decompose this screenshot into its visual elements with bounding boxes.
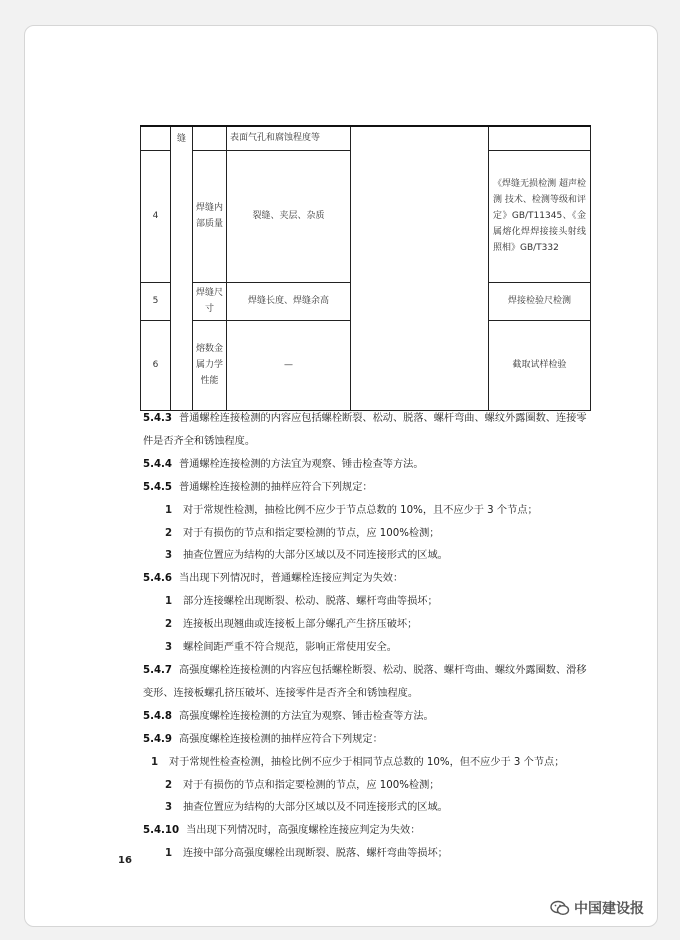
clause-5-4-4 <box>143 454 595 477</box>
list-item: 1 部分连接螺栓出现断裂、松动、脱落、螺杆弯曲等损坏； <box>165 596 438 608</box>
list-item: 1 连接中部分高强度螺栓出现断裂、脱落、螺杆弯曲等损坏； <box>165 848 448 860</box>
table-cell: 缝 <box>171 126 193 410</box>
item-content: 裂缝、夹层、杂质 <box>227 150 351 282</box>
table-cell <box>489 126 591 150</box>
table-cell <box>351 126 489 410</box>
clause-number: 5.4.3 <box>143 413 173 424</box>
document-page <box>24 25 658 927</box>
clause-text: 当出现下列情况时，高强度螺栓连接应判定为失效： <box>186 825 421 837</box>
wechat-icon <box>550 900 570 916</box>
clause-number: 5.4.6 <box>143 573 173 585</box>
row-number: 5 <box>141 282 171 320</box>
clause-text: 普通螺栓连接检测的抽样应符合下列规定： <box>179 481 373 493</box>
clause-5-4-5 <box>143 477 595 500</box>
table-cell: 表面气孔和腐蚀程度等 <box>227 126 351 150</box>
table-row <box>141 126 591 150</box>
clause-5-4-9 <box>143 729 595 752</box>
item-method: 焊接检验尺检测 <box>489 282 591 320</box>
page-number: 16 <box>118 855 132 866</box>
list-item: 2 连接板出现翘曲或连接板上部分螺孔产生挤压破坏； <box>165 619 418 631</box>
table-cell <box>193 126 227 150</box>
watermark <box>550 898 644 918</box>
clause-text: 当出现下列情况时，普通螺栓连接应判定为失效： <box>179 573 404 585</box>
clause-5-4-6 <box>143 568 595 591</box>
clause-number: 5.4.8 <box>143 710 173 722</box>
list-item: 1 对于常规性检测，抽检比例不应少于节点总数的 10%，且不应少于 3 个节点； <box>165 504 538 516</box>
clause-text: 普通螺栓连接检测的内容应包括螺栓断裂、松动、脱落、螺杆弯曲、螺纹外露圈数、连接零件是否齐全和锈蚀程度。 <box>143 413 587 447</box>
body-text <box>143 408 595 866</box>
item-content: — <box>227 320 351 410</box>
item-name: 焊缝尺寸 <box>193 282 227 320</box>
table-cell <box>141 126 171 150</box>
list-item: 2 对于有损伤的节点和指定要检测的节点，应 100%检测； <box>165 527 440 539</box>
clause-text: 高强度螺栓连接检测的内容应包括螺栓断裂、松动、脱落、螺杆弯曲、螺纹外露圈数、滑移变形、连接板螺孔挤压破坏、连接零件是否齐全和锈蚀程度。 <box>143 664 587 699</box>
clause-5-4-10 <box>143 820 595 843</box>
row-number: 6 <box>141 320 171 410</box>
clause-number: 5.4.7 <box>143 664 173 676</box>
list-item: 3 抽查位置应为结构的大部分区域以及不同连接形式的区域。 <box>165 802 448 814</box>
clause-number: 5.4.10 <box>143 825 180 837</box>
clause-5-4-8 <box>143 706 595 729</box>
row-number: 4 <box>141 150 171 282</box>
list-item: 3 螺栓间距严重不符合规范，影响正常使用安全。 <box>165 642 397 654</box>
clause-text: 高强度螺栓连接检测的抽样应符合下列规定： <box>179 733 383 745</box>
item-method: 《焊缝无损检测 超声检测 技术、检测等级和评定》GB/T11345、《金属熔化焊焊接接头射线照相》GB/T332 <box>489 150 591 282</box>
list-item: 3 抽查位置应为结构的大部分区域以及不同连接形式的区域。 <box>165 550 448 562</box>
clause-text: 普通螺栓连接检测的方法宜为观察、锤击检查等方法。 <box>179 458 424 470</box>
clause-5-4-7 <box>143 660 595 706</box>
watermark-text: 中国建设报 <box>574 901 644 917</box>
clause-5-4-3 <box>143 408 595 454</box>
clause-number: 5.4.5 <box>143 481 173 493</box>
clause-number: 5.4.4 <box>143 458 173 470</box>
clause-text: 高强度螺栓连接检测的方法宜为观察、锤击检查等方法。 <box>179 710 434 722</box>
clause-number: 5.4.9 <box>143 733 173 745</box>
item-name: 熔数金属力学性能 <box>193 320 227 410</box>
list-item: 1 对于常规性检查检测，抽检比例不应少于相同节点总数的 10%，但不应少于 3 个节点； <box>151 756 565 768</box>
item-content: 焊缝长度、焊缝余高 <box>227 282 351 320</box>
item-method: 截取试样检验 <box>489 320 591 410</box>
inspection-table <box>140 125 591 411</box>
list-item: 2 对于有损伤的节点和指定要检测的节点，应 100%检测； <box>165 779 440 791</box>
item-name: 焊缝内部质量 <box>193 150 227 282</box>
